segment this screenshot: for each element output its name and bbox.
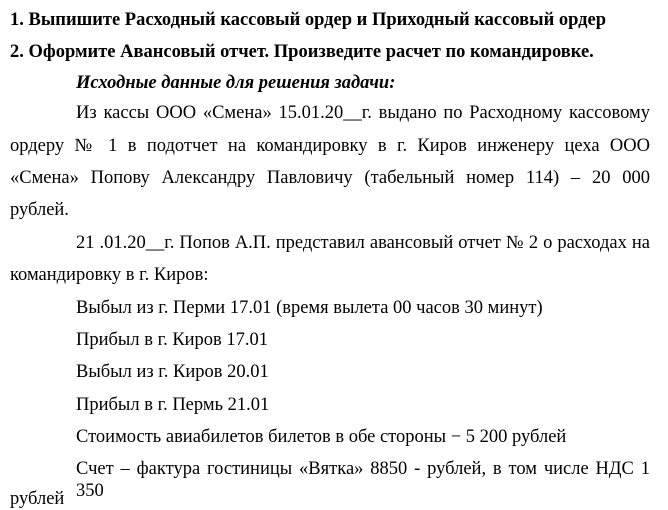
detail-arrival-perm: Прибыл в г. Пермь 21.01	[76, 395, 270, 415]
paragraph-1-line-3: «Смена» Попову Александру Павловичу (табельный номер 114) – 20 000	[10, 168, 650, 188]
section-heading: Исходные данные для решения задачи:	[76, 73, 396, 93]
paragraph-2-line-1: 21 .01.20__г. Попов А.П. представил авансовый отчет № 2 о расходах на	[76, 233, 650, 253]
task-1: 1. Выпишите Расходный кассовый ордер и Приходный кассовый ордер	[10, 10, 607, 30]
detail-tickets: Стоимость авиабилетов билетов в обе стороны − 5 200 рублей	[76, 427, 567, 447]
detail-hotel-line-2: рублей	[10, 489, 65, 509]
paragraph-1-line-1: Из кассы ООО «Смена» 15.01.20__г. выдано по Расходному кассовому	[76, 103, 650, 123]
detail-hotel-line-1: Счет – фактура гостиницы «Вятка» 8850 - рублей, в том числе НДС 1 350	[76, 459, 650, 501]
paragraph-1-line-4: рублей.	[10, 200, 69, 220]
detail-departure-kirov: Выбыл из г. Киров 20.01	[76, 362, 269, 382]
task-2: 2. Оформите Авансовый отчет. Произведите расчет по командировке.	[10, 42, 594, 62]
paragraph-1-line-2: ордеру № 1 в подотчет на командировку в г. Киров инженеру цеха ООО	[10, 136, 650, 156]
paragraph-2-line-2: командировку в г. Киров:	[10, 265, 209, 285]
detail-departure-perm: Выбыл из г. Перми 17.01 (время вылета 00 часов 30 минут)	[76, 298, 543, 318]
detail-arrival-kirov: Прибыл в г. Киров 17.01	[76, 330, 269, 350]
